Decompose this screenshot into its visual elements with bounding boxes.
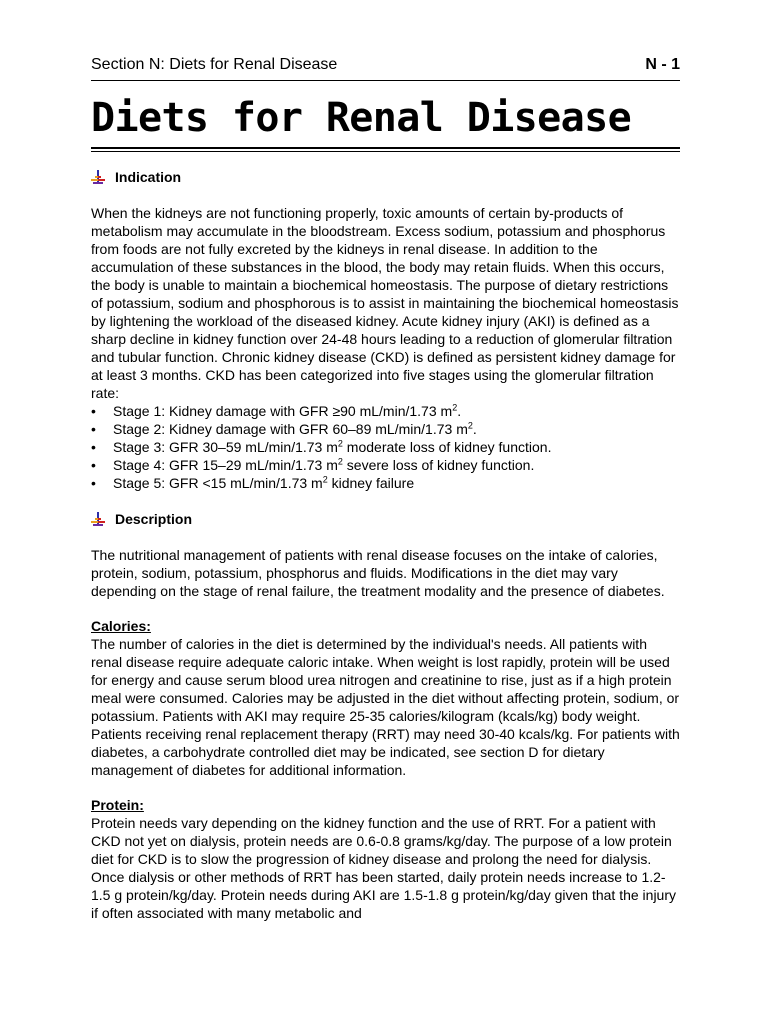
calories-paragraph: The number of calories in the diet is determined by the individual's needs. All patients with renal disease require adequate caloric intake. When weight is lost rapidly, protein will be used for energy and cause serum blood urea nitrogen and creatinine to rise, just as if a high protein meal were consumed. Calories may be adjusted in the diet without affecting protein, sodium, or potassium. Patients with AKI may require 25-35 calories/kilogram (kcals/kg) body weight. Patients receiving renal replacement therapy (RRT) may need 30-40 kcals/kg. For patients with diabetes, a carbohydrate controlled diet may be indicated, see section D for dietary management of diabetes for additional information. (91, 636, 680, 778)
list-item: • Stage 3: GFR 30–59 mL/min/1.73 $m^2$ moderate loss of kidney function. (91, 438, 552, 455)
bullet-icon: • (91, 475, 96, 491)
document-page (91, 55, 680, 922)
description-heading (91, 510, 680, 528)
protein-paragraph: Protein needs vary depending on the kidney function and the use of RRT. For a patient with CKD not yet on dialysis, protein needs are 0.6-0.8 grams/kg/day. The purpose of a low protein diet for CKD is to slow the progression of kidney disease and prolong the need for dialysis. Once dialysis or other methods of RRT has been started, daily protein needs increase to 1.2-1.5 g protein/kg/day. Protein needs during AKI are 1.5-1.8 g protein/kg/day given that the injury if often associated with many metabolic and (91, 815, 676, 921)
protein-heading: Protein: (91, 797, 144, 813)
title-rule-thick (91, 147, 680, 149)
description-paragraph: The nutritional management of patients with renal disease focuses on the intake of calories, protein, sodium, potassium, phosphorus and fluids. Modifications in the diet may vary depending on the stage of renal failure, the treatment modality and the presence of diabetes. (91, 547, 665, 599)
calories-heading: Calories: (91, 618, 151, 634)
gfr-stage-list (91, 402, 680, 492)
title-rule-thin (91, 151, 680, 152)
header-rule (91, 80, 680, 81)
bullet-icon: • (91, 457, 96, 473)
running-header (91, 55, 680, 77)
section-label: Section N: Diets for Renal Disease (91, 56, 338, 73)
indication-heading (91, 168, 680, 186)
list-item: • Stage 1: Kidney damage with GFR ≥90 mL/min/1.73 $m^2$. (91, 402, 462, 419)
bullet-icon: • (91, 403, 96, 419)
indication-paragraph: When the kidneys are not functioning properly, toxic amounts of certain by-products of metabolism may accumulate in the bloodstream. Excess sodium, potassium and phosphorus from foods are not fully excreted by the kidneys in renal disease. In addition to the accumulation of these substances in the blood, the body may retain fluids. When this occurs, the body is unable to maintain a biochemical homeostasis. The purpose of dietary restrictions of potassium, sodium and phosphorous is to assist in maintaining the biochemical homeostasis by lightening the workload of the diseased kidney. Acute kidney injury (AKI) is defined as a sharp decline in kidney function over 24-48 hours leading to a reduction of glomerular filtration and tubular function. Chronic kidney disease (CKD) is defined as persistent kidney damage for at least 3 months. CKD has been categorized into five stages using the glomerular filtration rate: (91, 205, 679, 401)
bullet-icon: • (91, 439, 96, 455)
page-title: Diets for Renal Disease (91, 95, 632, 141)
list-item: • Stage 2: Kidney damage with GFR 60–89 mL/min/1.73 $m^2$. (91, 420, 477, 437)
page-number: N - 1 (645, 56, 680, 73)
description-heading-text: Description (115, 511, 193, 527)
indication-heading-text: Indication (115, 169, 182, 185)
list-item: • Stage 4: GFR 15–29 mL/min/1.73 $m^2$ severe loss of kidney function. (91, 456, 535, 473)
list-item: • Stage 5: GFR <15 mL/min/1.73 $m^2$ kidney failure (91, 474, 415, 491)
section-marker-icon (91, 170, 105, 184)
bullet-icon: • (91, 421, 96, 437)
section-marker-icon (91, 512, 105, 526)
